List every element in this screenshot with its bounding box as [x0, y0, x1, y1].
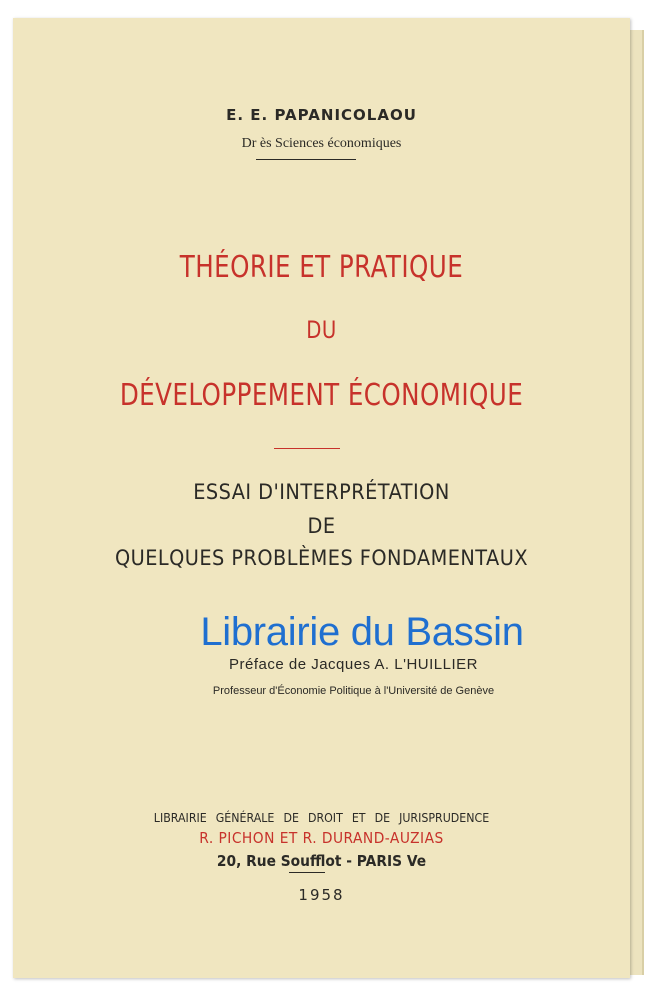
publisher-name: LIBRAIRIE GÉNÉRALE DE DROIT ET DE JURISPRUDENCE — [153, 811, 490, 825]
subtitle-line-2: DE — [307, 514, 336, 538]
subtitle-line-1: ESSAI D'INTERPRÉTATION — [193, 480, 450, 504]
title-line-3: DÉVELOPPEMENT ÉCONOMIQUE — [119, 378, 524, 413]
address-divider — [289, 872, 325, 873]
publication-year: 1958 — [298, 886, 345, 904]
publisher-address: 20, Rue Soufflot - PARIS Ve — [216, 852, 427, 870]
title-divider — [274, 448, 340, 449]
watermark-text: Librairie du Bassin — [200, 610, 524, 654]
book-cover — [13, 18, 630, 978]
preface-author-title: Professeur d'Économie Politique à l'Université de Genève — [212, 685, 495, 697]
author-name: E. E. PAPANICOLAOU — [226, 106, 417, 124]
author-degree: Dr ès Sciences économiques — [241, 136, 402, 151]
subtitle-line-3: QUELQUES PROBLÈMES FONDAMENTAUX — [114, 546, 529, 570]
publisher-imprint: R. PICHON ET R. DURAND-AUZIAS — [199, 829, 444, 847]
preface-credit: Préface de Jacques A. L'HUILLIER — [229, 656, 478, 673]
title-line-2: DU — [306, 316, 337, 344]
author-divider — [256, 159, 356, 160]
title-line-1: THÉORIE ET PRATIQUE — [179, 250, 464, 285]
